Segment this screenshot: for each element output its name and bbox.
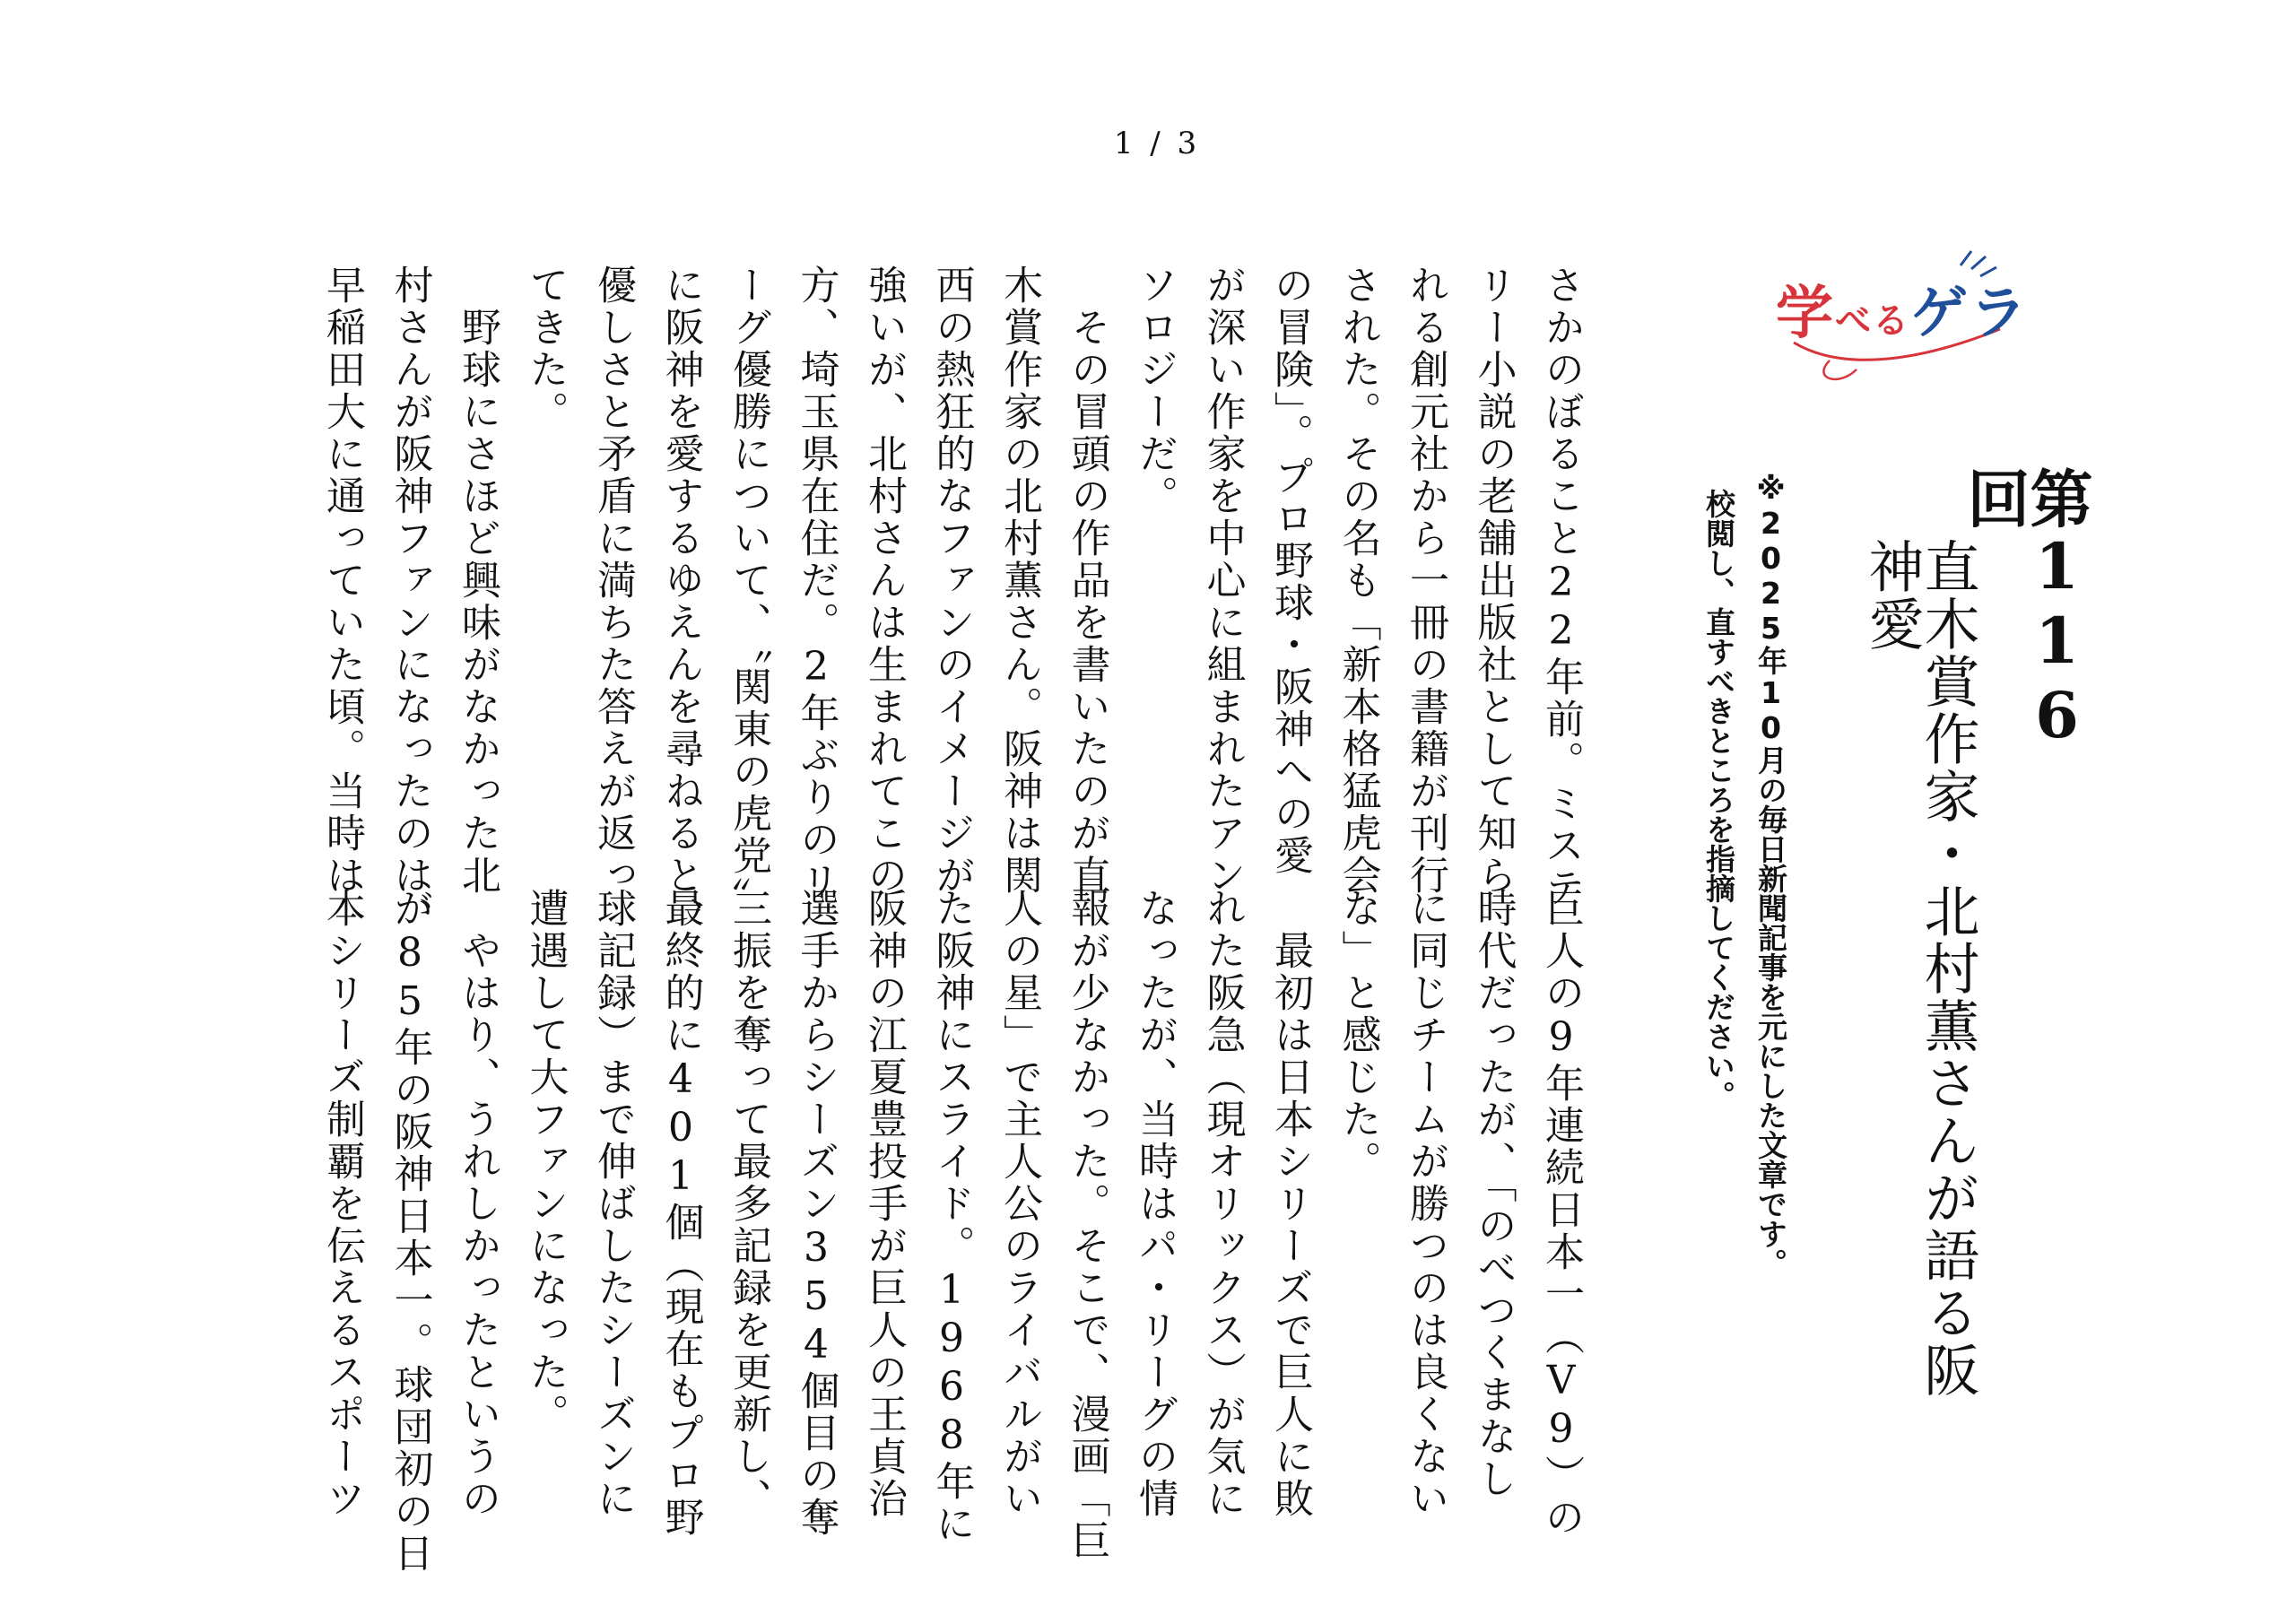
text-column: 巨人の9年連続日本一（V9）の <box>1538 888 1584 1539</box>
text-column: さかのぼること22年前。ミステ <box>1538 265 1584 909</box>
text-column: リー小説の老舗出版社として知ら <box>1470 265 1517 897</box>
text-column: 時代だったが、「のべつくまなし <box>1470 888 1517 1500</box>
text-column: れる創元社から一冊の書籍が刊行 <box>1403 265 1448 897</box>
text-column: 早稲田大に通っていた頃。当時は <box>319 265 365 897</box>
manaberu-gera-logo <box>1776 235 2027 405</box>
text-column: 三振を奪って最多記録を更新し、 <box>726 888 771 1520</box>
text-column: 方、埼玉県在住だ。2年ぶりのリ <box>793 265 839 903</box>
text-column: 野球にさほど興味がなかった北 <box>455 265 500 897</box>
text-column: やはり、うれしかったというの <box>455 888 500 1520</box>
text-column: 木賞作家の北村薫さん。阪神は関 <box>996 265 1042 897</box>
text-column: た阪神にスライド。1968年に <box>928 888 975 1545</box>
text-column: 選手からシーズン354個目の奪 <box>793 888 839 1539</box>
logo-text-part1: 学 <box>1776 281 1835 347</box>
text-column: 優しさと矛盾に満ちた答えが返っ <box>590 265 636 897</box>
text-column: 報が少なかった。そこで、漫画「巨 <box>1064 888 1110 1562</box>
text-column: なったが、当時はパ・リーグの情 <box>1132 888 1178 1520</box>
text-column: が85年の阪神日本一。球団初の日 <box>387 888 433 1575</box>
text-column: ソロジーだ。 <box>1132 265 1178 517</box>
text-column: 球記録）まで伸ばしたシーズンに <box>590 888 636 1520</box>
text-column: な」と感じた。 <box>1335 888 1381 1183</box>
instruction-note-line-1: ※2025年10月の毎日新聞記事を元にした文章です。 <box>1753 471 1788 1278</box>
issue-number: 第116回 <box>1957 466 2094 752</box>
text-column: 人の星」で主人公のライバルがい <box>996 888 1042 1520</box>
text-column: に同じチームが勝つのは良くない <box>1403 888 1448 1520</box>
text-column: 阪神の江夏豊投手が巨人の王貞治 <box>861 888 907 1520</box>
text-column: 本シリーズ制覇を伝えるスポーツ <box>319 888 365 1520</box>
text-column: の冒険」。プロ野球・阪神への愛 <box>1267 265 1313 877</box>
text-column: れた阪急（現オリックス）が気に <box>1199 888 1246 1520</box>
page-number: 1 / 3 <box>1113 126 1201 161</box>
text-column: 強いが、北村さんは生まれてこの <box>861 265 907 897</box>
text-column: 村さんが阪神ファンになったのは、 <box>387 265 433 939</box>
text-column: てきた。 <box>522 265 569 433</box>
text-column: 最初は日本シリーズで巨人に敗 <box>1267 888 1313 1520</box>
logo-text-part2: べる <box>1835 300 1910 342</box>
text-column: 遭遇して大ファンになった。 <box>522 888 569 1436</box>
article-title: 直木賞作家・北村薫さんが語る阪神愛 <box>1859 538 1980 1399</box>
text-column: 最終的に401個（現在もプロ野 <box>657 888 704 1539</box>
logo-text <box>1776 267 2029 350</box>
text-column: その冒頭の作品を書いたのが直 <box>1064 265 1110 897</box>
text-column: 西の熱狂的なファンのイメージが <box>928 265 975 897</box>
logo-text-part3: ゲラ <box>1910 281 2029 347</box>
text-column: に阪神を愛するゆえんを尋ねると、 <box>657 265 704 939</box>
text-column: が深い作家を中心に組まれたアン <box>1199 265 1246 897</box>
instruction-note-line-2: 校閲し、直すべきところを指摘してください。 <box>1701 489 1736 1110</box>
text-column: された。その名も「新本格猛虎会 <box>1335 265 1381 897</box>
text-column: ーグ優勝について、〝関東の虎党〟 <box>726 265 771 919</box>
